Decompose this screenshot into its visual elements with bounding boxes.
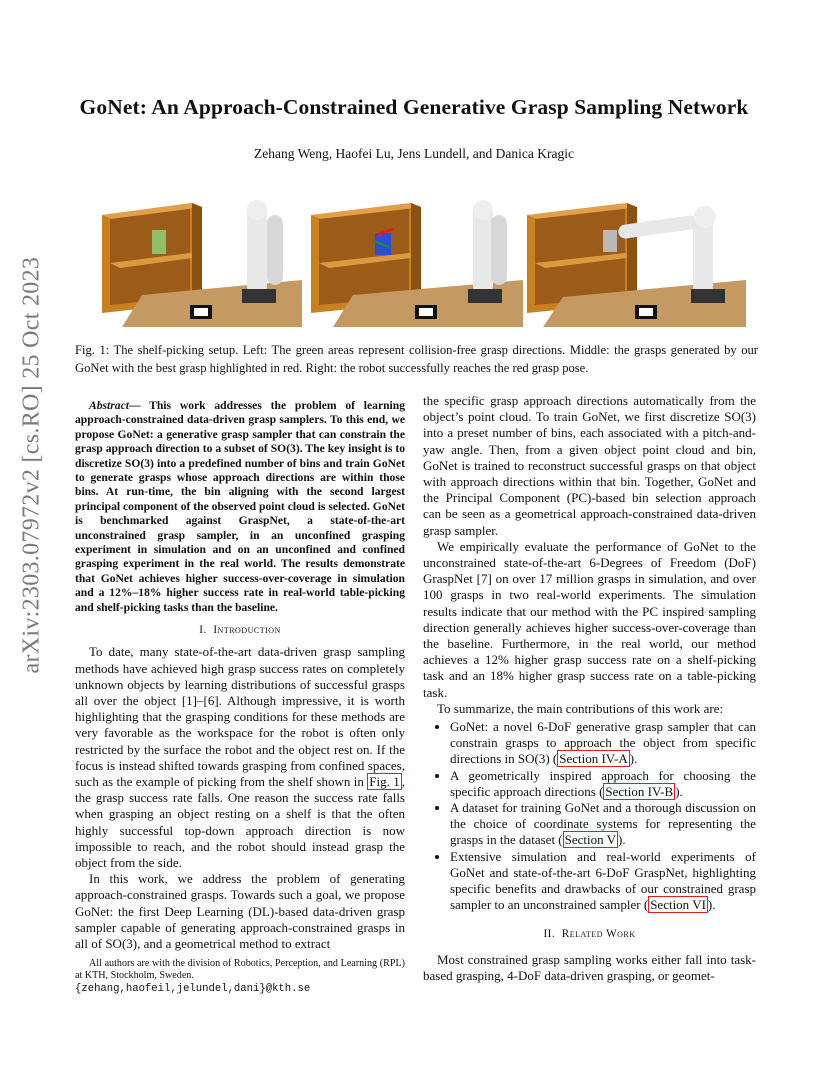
right-column: [423, 393, 756, 984]
contribution-item: [450, 768, 756, 800]
section-title: Introduction: [213, 624, 281, 637]
arxiv-stamp: [12, 256, 52, 674]
section-heading-related-work: [423, 926, 756, 942]
section-reference-link[interactable]: Section VI: [650, 897, 706, 913]
contribution-text-end: ).: [675, 783, 683, 799]
contribution-text: A geometrically inspired approach for choosing the specific approach directions (: [450, 767, 756, 799]
abstract-text: — This work addresses the problem of learning approach-constrained data-driven grasp samplers. To this end, we propose GoNet: a generative grasp sampler that can constrain the grasp approach direction to a subset of SO(3). The key insight is to discretize SO(3) into a predefined number of bins and train GoNet to generate grasps whose approach directions are within those bins. At run-time, the bin aligning with the second largest principal component of the observed point cloud is selected. GoNet is benchmarked against GraspNet, a state-of-the-art unconstrained grasp sampler, in an unconfined grasping experiment in simulation and on an unconfined and confined grasping experiment in the real world. The results demonstrate that GoNet achieves higher success-over-coverage in simulation and a 12%–18% higher success rate in real-world table-picking and shelf-picking tasks than the baseline.: [75, 399, 405, 614]
figure-panel-left: [82, 185, 302, 327]
footnote-emails: {zehang,haofeil,jelundel,dani}@kth.se: [75, 982, 311, 995]
figure-reference-link[interactable]: Fig. 1: [369, 773, 400, 789]
intro-paragraph-3: the specific grasp approach directions automatically from the object’s point cloud. To train GoNet, we first discretize SO(3) into a preset number of bins, each associated with a pitch-and-yaw angle. Then, from a given object point cloud and bin, GoNet is trained to reconstruct successful grasps on that object with approach directions within that bin. Together, GoNet and the Principal Component (PC)-based bin selection approach can be seen as a geometrical approach-constrained data-driven grasp sampler.: [423, 393, 756, 538]
abstract-label: Abstract: [89, 399, 129, 412]
figure-panel-right: [523, 185, 746, 327]
footnote: [75, 958, 405, 995]
arxiv-id-text: arXiv:2303.07972v2 [cs.RO] 25 Oct 2023: [18, 256, 45, 674]
contribution-text-end: ).: [618, 832, 626, 848]
left-column: [75, 399, 405, 952]
shelf-scene-middle-image: [303, 185, 523, 327]
intro-paragraph-5: To summarize, the main contributions of this work are:: [437, 700, 724, 716]
contribution-item: [450, 849, 756, 914]
section-heading-introduction: [75, 622, 405, 638]
section-reference-link[interactable]: Section V: [564, 832, 617, 848]
intro-paragraph-2: In this work, we address the problem of generating approach-constrained grasps. Towards such a goal, we propose GoNet: the first Deep Learning (DL)-based data-driven grasp sampler capable of generating approach-constrained grasps in all of SO(3), and a geometrical method to extract: [75, 871, 405, 951]
intro-p1-text-b: , the grasp success rate falls. One reason the success rate falls when grasping an object resting on a shelf is that the often highly successful top-down approach direction is now impossible to reach, and the robot should instead grasp the object from the side.: [75, 773, 405, 870]
paper-title: GoNet: An Approach-Constrained Generative Grasp Sampling Network: [79, 95, 749, 119]
author-list: Zehang Weng, Haofei Lu, Jens Lundell, and Danica Kragic: [254, 146, 574, 161]
contribution-text-end: ).: [707, 897, 716, 913]
abstract: [75, 399, 405, 615]
shelf-scene-right-image: [523, 185, 746, 327]
footnote-text: All authors are with the division of Robotics, Perception, and Learning (RPL) at KTH, Stockholm, Sweden.: [75, 958, 405, 982]
contribution-text-end: ).: [629, 751, 638, 767]
shelf-scene-left-image: [82, 185, 302, 327]
intro-paragraph-1: [75, 644, 405, 871]
section-reference-link[interactable]: Section IV-B: [605, 783, 674, 799]
intro-p1-text-a: To date, many state-of-the-art data-driven grasp sampling methods have achieved high grasp success rates on completely unknown objects by learning distributions of successful grasps all over the object [1]–[6]. Although impressive, it is worth highlighting that the grasping conditions for these methods are very favorable as the workspace for the robot is often only restricted by the surface the robot and the object rest on. If the focus is instead shifted towards grasping from confined spaces, such as the example of picking from the shelf shown in: [75, 644, 405, 789]
section-number: I.: [199, 624, 207, 637]
figure-panel-middle: [303, 185, 523, 327]
intro-paragraph-4: We empirically evaluate the performance of GoNet to the unconstrained state-of-the-art 6-Degrees of Freedom (DoF) GraspNet [7] on over 17 million grasps in simulation, and over 100 grasps in two real-world experiments. The simulation results indicate that our method with the PC inspired sampling direction generally achieves higher success-over-coverage than the baseline. Furthermore, in the real world, our method achieves a 12% higher grasp success rate on a shelf-picking task and an 18% higher grasp success rate on a table-picking task.: [423, 538, 756, 700]
contribution-text: A dataset for training GoNet and a thorough discussion on the choice of coordinate systems for representing the grasps in the dataset (: [450, 800, 756, 848]
contribution-text: Extensive simulation and real-world experiments of GoNet and state-of-the-art 6-DoF GraspNet, highlighting specific benefits and drawbacks of our constrained grasp sampler to an unconstrained sampler (: [450, 848, 756, 913]
figure-caption: Fig. 1: The shelf-picking setup. Left: The green areas represent collision-free grasp directions. Middle: the grasps generated by our GoNet with the best grasp highlighted in red. Right: the robot successfully reaches the red grasp pose.: [75, 343, 758, 375]
contribution-item: [450, 800, 756, 849]
related-paragraph-1: Most constrained grasp sampling works either fall into task-based grasping, 4-DoF data-driven grasping, or geomet-: [423, 951, 756, 983]
section-reference-link[interactable]: Section IV-A: [559, 751, 628, 767]
section-title: Related Work: [561, 927, 636, 940]
contribution-text: GoNet: a novel 6-DoF generative grasp sampler that can constrain grasps to approach the object from specific directions in SO(3) (: [450, 719, 756, 767]
section-number: II.: [543, 927, 556, 940]
contributions-list: [423, 719, 756, 913]
contribution-item: [450, 719, 756, 768]
